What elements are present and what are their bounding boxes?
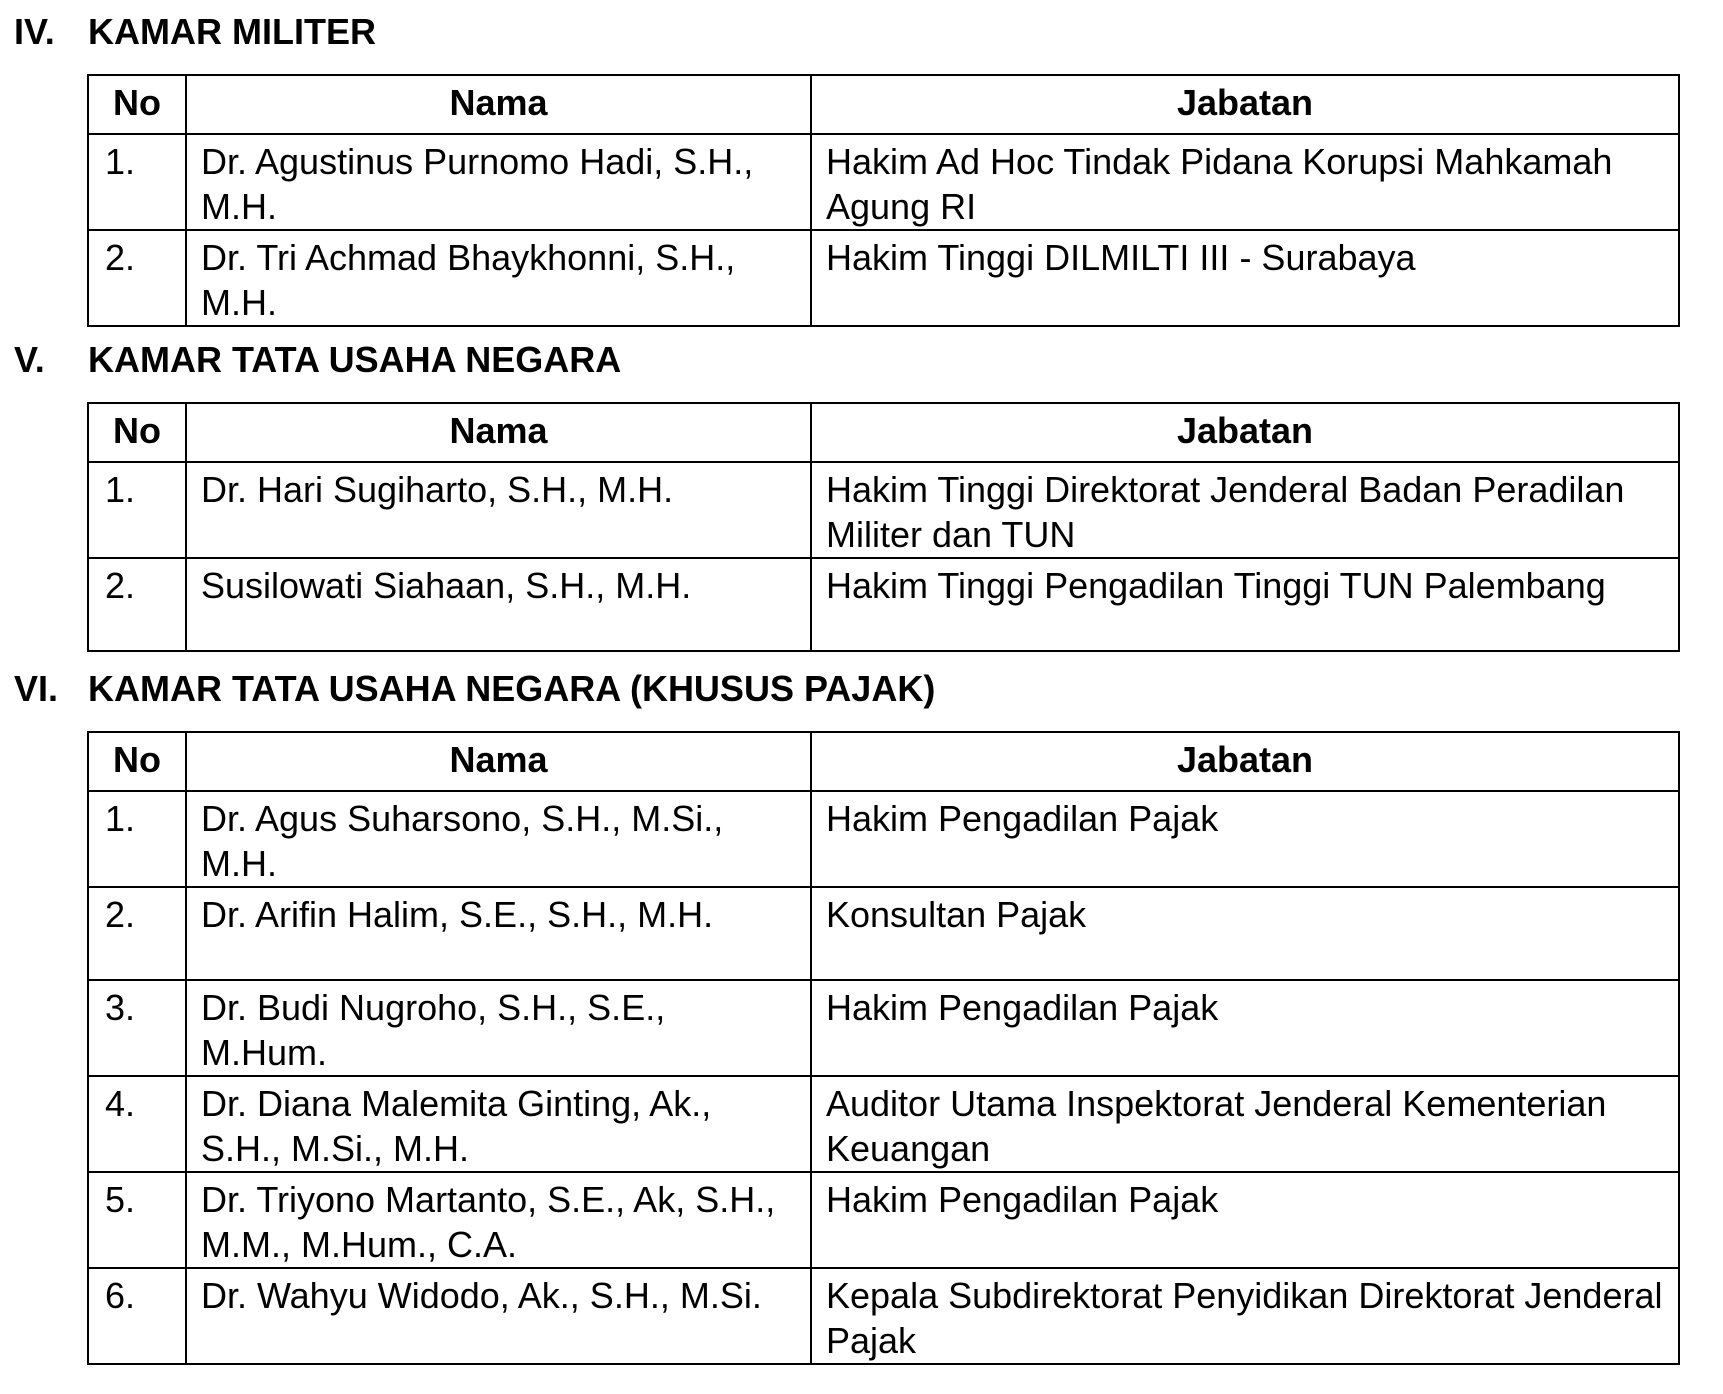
cell-nama: Dr. Diana Malemita Ginting, Ak., S.H., M.Si., M.H.	[186, 1076, 811, 1172]
cell-no: 6.	[88, 1268, 186, 1364]
cell-nama: Dr. Agustinus Purnomo Hadi, S.H., M.H.	[186, 134, 811, 230]
table-header-row	[88, 732, 1679, 791]
section-numeral: IV.	[14, 11, 55, 52]
table-kamar-militer	[87, 74, 1680, 327]
header-jabatan: Jabatan	[811, 732, 1679, 791]
cell-nama: Dr. Wahyu Widodo, Ak., S.H., M.Si.	[186, 1268, 811, 1364]
header-nama: Nama	[186, 732, 811, 791]
cell-jabatan: Hakim Pengadilan Pajak	[811, 791, 1679, 887]
table-row	[88, 887, 1679, 980]
table-row	[88, 134, 1679, 230]
header-no: No	[88, 403, 186, 462]
cell-no: 2.	[88, 230, 186, 326]
cell-nama: Dr. Hari Sugiharto, S.H., M.H.	[186, 462, 811, 558]
header-nama: Nama	[186, 403, 811, 462]
cell-nama: Dr. Tri Achmad Bhaykhonni, S.H., M.H.	[186, 230, 811, 326]
cell-no: 5.	[88, 1172, 186, 1268]
cell-nama: Dr. Arifin Halim, S.E., S.H., M.H.	[186, 887, 811, 980]
cell-no: 1.	[88, 462, 186, 558]
cell-jabatan: Hakim Tinggi Direktorat Jenderal Badan Peradilan Militer dan TUN	[811, 462, 1679, 558]
cell-no: 2.	[88, 887, 186, 980]
cell-jabatan: Hakim Pengadilan Pajak	[811, 980, 1679, 1076]
header-no: No	[88, 75, 186, 134]
table-row	[88, 980, 1679, 1076]
cell-jabatan: Hakim Tinggi DILMILTI III - Surabaya	[811, 230, 1679, 326]
cell-jabatan: Hakim Ad Hoc Tindak Pidana Korupsi Mahkamah Agung RI	[811, 134, 1679, 230]
section-heading-tun-pajak	[14, 664, 935, 714]
header-no: No	[88, 732, 186, 791]
table-kamar-tun-pajak	[87, 731, 1680, 1365]
table-header-row	[88, 75, 1679, 134]
header-nama: Nama	[186, 75, 811, 134]
cell-no: 1.	[88, 134, 186, 230]
cell-no: 3.	[88, 980, 186, 1076]
cell-no: 1.	[88, 791, 186, 887]
table-row	[88, 1076, 1679, 1172]
cell-jabatan: Hakim Tinggi Pengadilan Tinggi TUN Palembang	[811, 558, 1679, 651]
cell-nama: Dr. Budi Nugroho, S.H., S.E., M.Hum.	[186, 980, 811, 1076]
cell-nama: Dr. Triyono Martanto, S.E., Ak, S.H., M.M., M.Hum., C.A.	[186, 1172, 811, 1268]
section-title: KAMAR MILITER	[88, 11, 376, 52]
table-row	[88, 462, 1679, 558]
cell-no: 2.	[88, 558, 186, 651]
section-title: KAMAR TATA USAHA NEGARA	[88, 339, 622, 380]
section-title: KAMAR TATA USAHA NEGARA (KHUSUS PAJAK)	[88, 668, 936, 709]
cell-jabatan: Hakim Pengadilan Pajak	[811, 1172, 1679, 1268]
table-row	[88, 791, 1679, 887]
table-kamar-tun	[87, 402, 1680, 652]
header-jabatan: Jabatan	[811, 403, 1679, 462]
section-heading-tun	[14, 335, 621, 385]
section-numeral: V.	[14, 339, 45, 380]
header-jabatan: Jabatan	[811, 75, 1679, 134]
cell-jabatan: Auditor Utama Inspektorat Jenderal Kementerian Keuangan	[811, 1076, 1679, 1172]
table-row	[88, 1268, 1679, 1364]
table-header-row	[88, 403, 1679, 462]
table-row	[88, 558, 1679, 651]
table-row	[88, 230, 1679, 326]
cell-nama: Susilowati Siahaan, S.H., M.H.	[186, 558, 811, 651]
cell-jabatan: Kepala Subdirektorat Penyidikan Direktorat Jenderal Pajak	[811, 1268, 1679, 1364]
cell-jabatan: Konsultan Pajak	[811, 887, 1679, 980]
table-row	[88, 1172, 1679, 1268]
section-numeral: VI.	[14, 668, 59, 709]
cell-nama: Dr. Agus Suharsono, S.H., M.Si., M.H.	[186, 791, 811, 887]
cell-no: 4.	[88, 1076, 186, 1172]
section-heading-militer	[14, 7, 376, 57]
